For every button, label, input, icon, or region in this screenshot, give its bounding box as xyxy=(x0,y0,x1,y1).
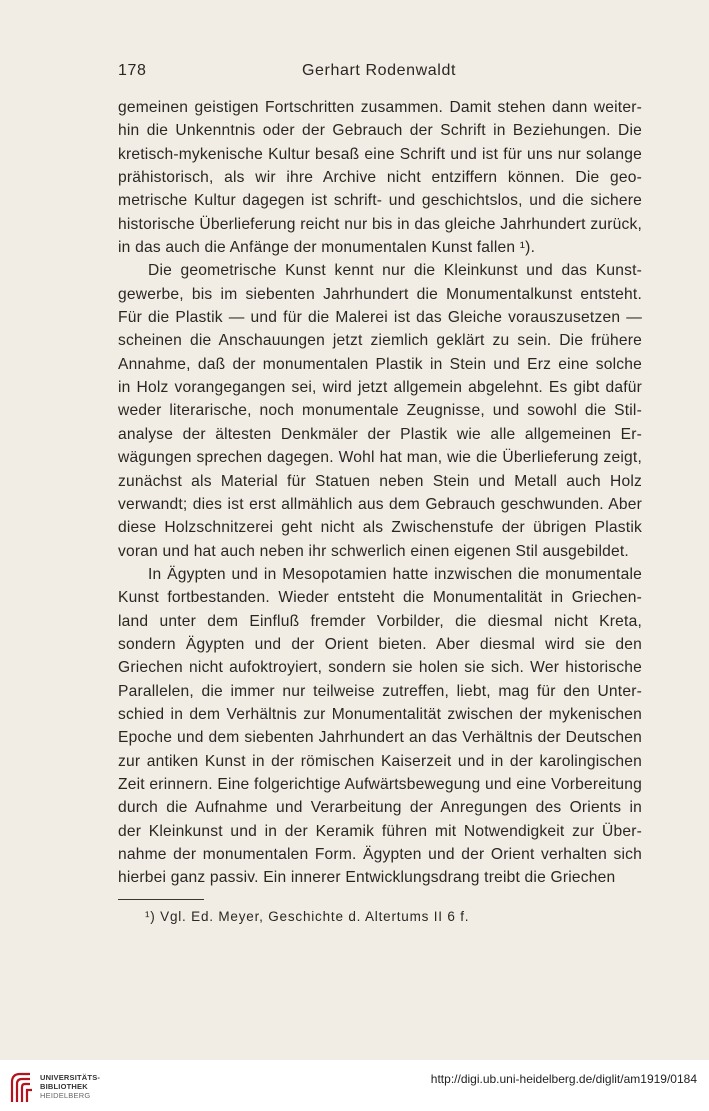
text-line: wägungen sprechen dagegen. Wohl hat man, wie die Überlieferung zeigt, xyxy=(118,449,642,467)
text-line: Kunst fortbestanden. Wieder entsteht die Monumentalität in Griechen- xyxy=(118,589,642,607)
text-line: in das auch die Anfänge der monumentalen Kunst fallen ¹). xyxy=(118,239,536,257)
text-line: prähistorisch, als wir ihre Archive nicht entziffern können. Die geo- xyxy=(118,169,642,187)
footnote: ¹) Vgl. Ed. Meyer, Geschichte d. Altertums II 6 f. xyxy=(145,909,470,924)
running-header xyxy=(118,62,640,84)
text-line: hin die Unkenntnis oder der Gebrauch der Schrift in Beziehungen. Die xyxy=(118,122,642,140)
text-line: Griechen nicht aufoktroyiert, sondern sie holen sie sich. Wer historische xyxy=(118,659,642,677)
library-seal-icon xyxy=(8,1068,38,1106)
text-line: metrische Kultur dagegen ist schrift- und geschichtslos, und die sichere xyxy=(118,192,642,210)
text-line: zur antiken Kunst in der römischen Kaiserzeit und in der karolingischen xyxy=(118,752,642,770)
text-line: Zeit erinnern. Eine folgerichtige Aufwärtsbewegung und eine Vorbereitung xyxy=(118,775,642,793)
paragraph xyxy=(118,259,642,562)
text-line: diese Holzschnitzerei geht nicht als Zwischenstufe der übrigen Plastik xyxy=(118,519,642,537)
paragraph xyxy=(118,96,642,259)
page-number: 178 xyxy=(118,62,147,79)
text-line: Die geometrische Kunst kennt nur die Kleinkunst und das Kunst- xyxy=(148,262,642,280)
footnote-rule xyxy=(118,899,204,900)
text-line: schied in dem Verhältnis zur Monumentalität zwischen der mykenischen xyxy=(118,705,642,723)
text-line: analyse der ältesten Denkmäler der Plastik wie alle allgemeinen Er- xyxy=(118,425,642,443)
text-line: Epoche und dem siebenten Jahrhundert an das Verhältnis der Deutschen xyxy=(118,729,642,747)
text-line: der Kleinkunst und in der Keramik führen mit Notwendigkeit zur Über- xyxy=(118,822,642,840)
text-line: nahme der monumentalen Form. Ägypten und der Orient verhalten sich xyxy=(118,846,642,863)
library-name-line3: HEIDELBERG xyxy=(40,1091,91,1100)
text-line: Parallelen, die immer nur teilweise zutreffen, liebt, mag für den Unter- xyxy=(118,682,642,700)
library-logo[interactable] xyxy=(8,1068,128,1106)
text-line: hierbei ganz passiv. Ein innerer Entwicklungsdrang treibt die Griechen xyxy=(118,869,616,887)
running-head-author: Gerhart Rodenwaldt xyxy=(302,62,456,79)
text-line: Annahme, daß der monumentalen Plastik in Stein und Erz eine solche xyxy=(118,355,642,373)
text-line: land unter dem Einfluß fremder Vorbilder, die diesmal nicht Kreta, xyxy=(118,612,642,630)
text-line: durch die Aufnahme und Verarbeitung der Anregungen des Orients in xyxy=(118,799,642,817)
text-line: kretisch-mykenische Kultur besaß eine Schrift und ist für uns nur solange xyxy=(118,145,642,163)
text-line: Für die Plastik — und für die Malerei ist das Gleiche vorauszusetzen — xyxy=(118,309,642,327)
library-name xyxy=(40,1073,100,1100)
text-line: sondern Ägypten und der Orient bieten. Aber diesmal wird sie den xyxy=(118,635,642,653)
text-line: in Holz vorangegangen sei, wird jetzt allgemein abgelehnt. Es gibt dafür xyxy=(118,379,642,397)
paragraph xyxy=(118,563,642,890)
text-line: zunächst als Material für Statuen neben Stein und Metall auch Holz xyxy=(118,472,642,490)
text-line: scheinen die Anschauungen jetzt ziemlich geklärt zu sein. Die frühere xyxy=(118,332,642,350)
text-line: gewerbe, bis im siebenten Jahrhundert die Monumentalkunst entsteht. xyxy=(118,285,642,303)
library-footer xyxy=(0,1060,709,1111)
text-line: In Ägypten und in Mesopotamien hatte inzwischen die monumentale xyxy=(148,565,642,583)
library-name-line2: BIBLIOTHEK xyxy=(40,1082,88,1091)
library-name-line1: UNIVERSITÄTS- xyxy=(40,1073,101,1082)
source-url-link[interactable]: http://digi.ub.uni-heidelberg.de/diglit/am1919/0184 xyxy=(430,1072,697,1086)
text-line: weder literarische, noch monumentale Zeugnisse, und sowohl die Stil- xyxy=(118,402,642,420)
text-line: verwandt; dies ist erst allmählich aus dem Gebrauch geschwunden. Aber xyxy=(118,495,642,513)
body-text xyxy=(118,96,642,890)
text-line: voran und hat auch neben ihr schwerlich einen eigenen Stil ausgebildet. xyxy=(118,542,629,560)
text-line: gemeinen geistigen Fortschritten zusammen. Damit stehen dann weiter- xyxy=(118,99,642,116)
text-line: historische Überlieferung reicht nur bis in das gleiche Jahrhundert zurück, xyxy=(118,215,642,233)
